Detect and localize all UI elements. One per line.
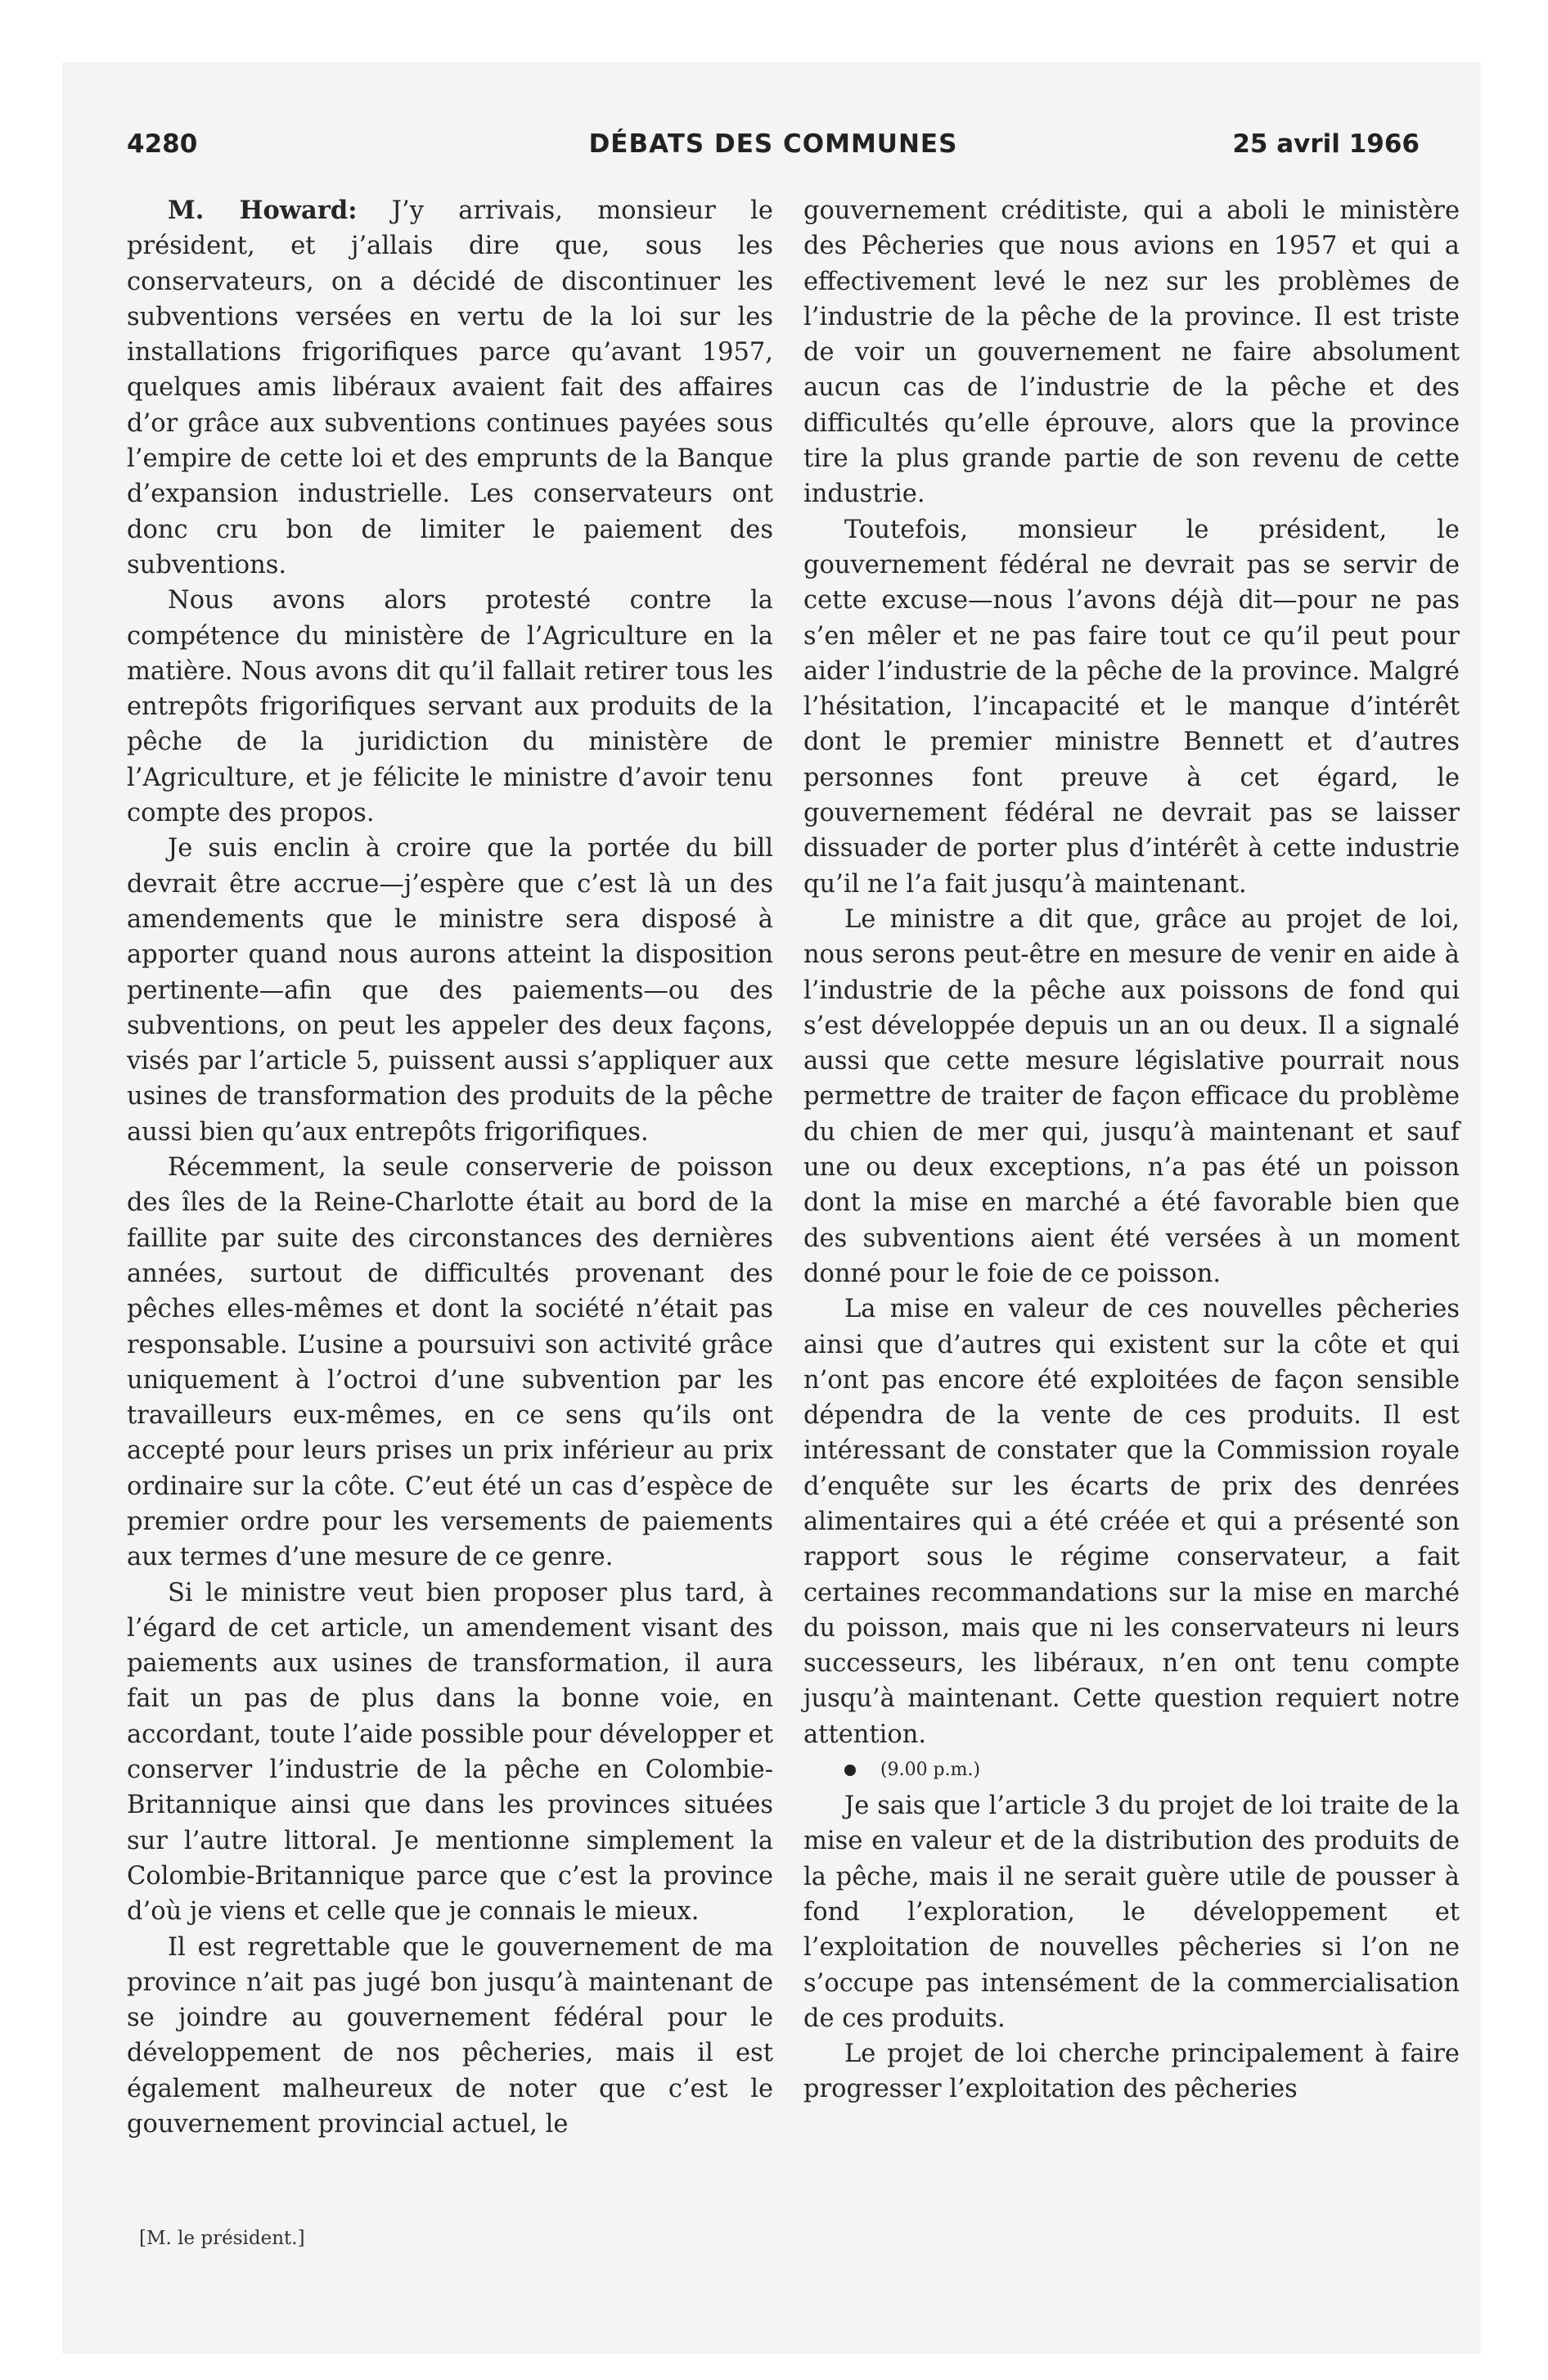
publication-title: DÉBATS DES COMMUNES [588,129,958,159]
time-marker-text: (9.00 p.m.) [880,1760,981,1781]
paragraph: Si le ministre veut bien proposer plus tard, à l’égard de cet article, un amendement visant des paiements aux usines de transformation, il aura fait un pas de plus dans la bonne voie, en accordant, toute l’aide possible pour développer et conserver l’industrie de la pêche en Colombie-Britannique ainsi que dans les provinces situées sur l’autre littoral. Je mentionne simplement la Colombie-Britannique parce que c’est la province d’où je viens et celle que je connais le mieux. [127,1578,773,1927]
paragraph-continued: gouvernement créditiste, qui a aboli le ministère des Pêcheries que nous avions en 1957 et qui a effectivement levé le nez sur les problèmes de l’industrie de la pêche de la province. Il est triste de voir un gouvernement ne faire absolument aucun cas de l’industrie de la pêche et des difficultés qu’elle éprouve, alors que la province tire la plus grande partie de son revenu de cette industrie. [803,196,1460,509]
paragraph-text: J’y arrivais, monsieur le président, et j’allais dire que, sous les conservateurs, on a décidé de discontinuer les subventions versées en vertu de la loi sur les installations frigorifiques parce qu’avant 1957, quelques amis libéraux avaient fait des affaires d’or grâce aux subventions continues payées sous l’empire de cette loi et des emprunts de la Banque d’expansion industrielle. Les conservateurs ont donc cru bon de limiter le paiement des subventions. [127,196,773,579]
paragraph: Je suis enclin à croire que la portée du bill devrait être accrue—j’espère que c’est là un des amendements que le ministre sera disposé à apporter quand nous aurons atteint la disposition pertinente—afin que des paiements—ou des subventions, on peut les appeler des deux façons, visés par l’article 5, puissent aussi s’appliquer aux usines de transformation des produits de la pêche aussi bien qu’aux entrepôts frigorifiques. [127,834,773,1147]
right-column [803,193,1460,2107]
paragraph: Il est regrettable que le gouvernement de ma province n’ait pas jugé bon jusqu’à maintenant de se joindre au gouvernement fédéral pour le développement de nos pêcheries, mais il est également malheureux de noter que c’est le gouvernement provincial actuel, le [127,1932,773,2139]
paragraph [127,193,773,583]
paragraph: Le projet de loi cherche principalement à faire progresser l’exploitation des pêcheries [803,2040,1460,2104]
paragraph: Nous avons alors protesté contre la compétence du ministère de l’Agriculture en la matière. Nous avons dit qu’il fallait retirer tous les entrepôts frigorifiques servant aux produits de la pêche de la juridiction du ministère de l’Agriculture, et je félicite le ministre d’avoir tenu compte des propos. [127,586,773,828]
footnote: [M. le président.] [139,2228,305,2249]
paragraph: Récemment, la seule conserverie de poisson des îles de la Reine-Charlotte était au bord de la faillite par suite des circonstances des dernières années, surtout de difficultés provenant des pêches elles-mêmes et dont la société n’était pas responsable. L’usine a poursuivi son activité grâce uniquement à l’octroi d’une subvention par les travailleurs eux-mêmes, en ce sens qu’ils ont accepté pour leurs prises un prix inférieur au prix ordinaire sur la côte. C’eut été un cas d’espèce de premier ordre pour les versements de paiements aux termes d’une mesure de ce genre. [127,1153,773,1572]
paragraph: Je sais que l’article 3 du projet de loi traite de la mise en valeur et de la distribution des produits de la pêche, mais il ne serait guère utile de pousser à fond l’exploration, le développement et l’exploitation de nouvelles pêcheries si l’on ne s’occupe pas intensément de la commercialisation de ces produits. [803,1792,1460,2033]
speaker-name: M. Howard: [168,196,358,225]
bullet-icon [844,1765,856,1776]
paragraph: Toutefois, monsieur le président, le gouvernement fédéral ne devrait pas se servir de cette excuse—nous l’avons déjà dit—pour ne pas s’en mêler et ne pas faire tout ce qu’il peut pour aider l’industrie de la pêche de la province. Malgré l’hésitation, l’incapacité et le manque d’intérêt dont le premier ministre Bennett et d’autres personnes font preuve à cet égard, le gouvernement fédéral ne devrait pas se laisser dissuader de porter plus d’intérêt à cette industrie qu’il ne l’a fait jusqu’à maintenant. [803,515,1460,899]
page-number: 4280 [127,129,198,159]
left-column [127,193,773,2142]
page-date: 25 avril 1966 [1232,129,1420,159]
page-header [127,129,1420,170]
paragraph: Le ministre a dit que, grâce au projet de loi, nous serons peut-être en mesure de venir en aide à l’industrie de la pêche aux poissons de fond qui s’est développée depuis un an ou deux. Il a signalé aussi que cette mesure législative pourrait nous permettre de traiter de façon efficace du problème du chien de mer qui, jusqu’à maintenant et sauf une ou deux exceptions, n’a pas été un poisson dont la mise en marché a été favorable bien que des subventions aient été versées à un moment donné pour le foie de ce poisson. [803,904,1460,1288]
time-marker [803,1752,1460,1788]
paragraph: La mise en valeur de ces nouvelles pêcheries ainsi que d’autres qui existent sur la côte et qui n’ont pas encore été exploitées de façon sensible dépendra de la vente de ces produits. Il est intéressant de constater que la Commission royale d’enquête sur les écarts de prix des denrées alimentaires qui a été créée et qui a présenté son rapport sous le régime conservateur, a fait certaines recommandations sur la mise en marché du poisson, mais que ni les conservateurs ni leurs successeurs, les libéraux, n’en ont tenu compte jusqu’à maintenant. Cette question requiert notre attention. [803,1295,1460,1749]
